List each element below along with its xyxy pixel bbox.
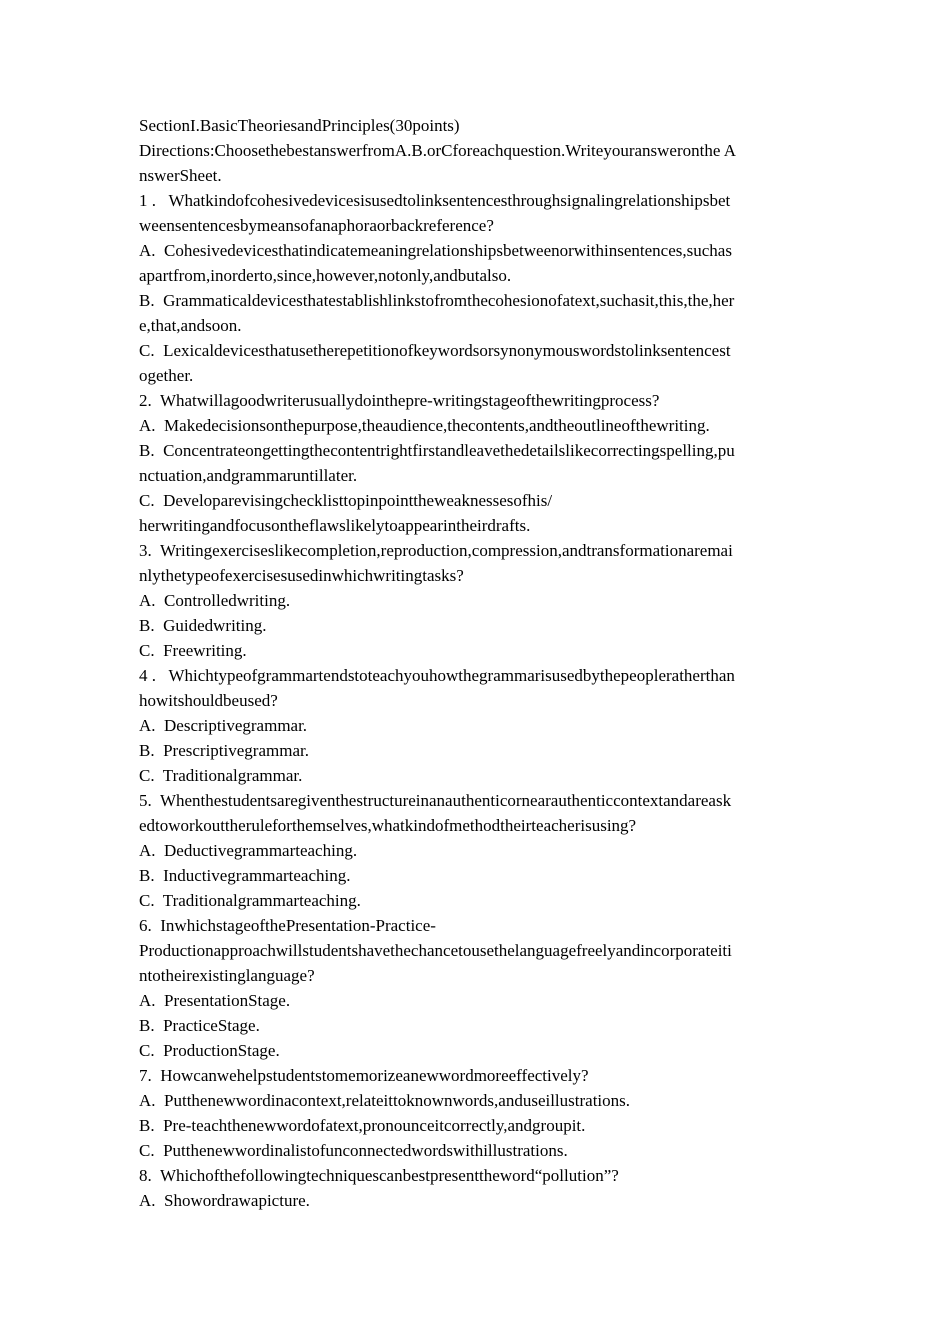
directions-line-1: Directions:ChoosethebestanswerfromA.B.orCforeachquestion.Writeyouransweronthe A: [139, 141, 736, 160]
question-5-option-a: A. Deductivegrammarteaching.: [139, 841, 358, 860]
question-5-line-2: edtoworkouttheruleforthemselves,whatkindofmethodtheirteacherisusing?: [139, 816, 637, 835]
question-1-option-b-line-2: e,that,andsoon.: [139, 316, 242, 335]
question-5-option-c: C. Traditionalgrammarteaching.: [139, 891, 361, 910]
question-4-option-c: C. Traditionalgrammar.: [139, 766, 303, 785]
question-2-option-a: A. Makedecisionsonthepurpose,theaudience,thecontents,andtheoutlineofthewriting.: [139, 416, 710, 435]
question-7-option-a: A. Putthenewwordinacontext,relateittoknownwords,anduseillustrations.: [139, 1091, 631, 1110]
question-7-option-c: C. Putthenewwordinalistofunconnectedwordswithillustrations.: [139, 1141, 568, 1160]
question-5-option-b: B. Inductivegrammarteaching.: [139, 866, 351, 885]
document-body: [139, 113, 815, 1213]
question-2-option-c-line-1: C. Developarevisingchecklisttopinpointtheweaknessesofhis/: [139, 491, 553, 510]
question-3-line-2: nlythetypeofexercisesusedinwhichwritingtasks?: [139, 566, 464, 585]
question-3-option-a: A. Controlledwriting.: [139, 591, 291, 610]
question-7-option-b: B. Pre-teachthenewwordofatext,pronounceitcorrectly,andgroupit.: [139, 1116, 586, 1135]
question-4-option-a: A. Descriptivegrammar.: [139, 716, 308, 735]
question-8: 8. Whichofthefollowingtechniquescanbestpresenttheword“pollution”?: [139, 1166, 619, 1185]
question-6-line-1: 6. InwhichstageofthePresentation-Practice-: [139, 916, 436, 935]
question-2-option-c-line-2: herwritingandfocusontheflawslikelytoappearintheirdrafts.: [139, 516, 531, 535]
question-2: 2. Whatwillagoodwriterusuallydointhepre-writingstageofthewritingprocess?: [139, 391, 660, 410]
question-2-option-b-line-1: B. Concentrateongettingthecontentrightfirstandleavethedetailslikecorrectingspelling,pu: [139, 441, 735, 460]
question-6-option-c: C. ProductionStage.: [139, 1041, 280, 1060]
question-3-option-c: C. Freewriting.: [139, 641, 247, 660]
question-3-option-b: B. Guidedwriting.: [139, 616, 267, 635]
question-6-option-a: A. PresentationStage.: [139, 991, 291, 1010]
question-8-option-a: A. Showordrawapicture.: [139, 1191, 310, 1210]
question-1-option-b-line-1: B. Grammaticaldevicesthatestablishlinkstofromthecohesionofatext,suchasit,this,the,her: [139, 291, 735, 310]
question-2-option-b-line-2: nctuation,andgrammaruntillater.: [139, 466, 358, 485]
question-1-line-1: 1 . Whatkindofcohesivedevicesisusedtolinksentencesthroughsignalingrelationshipsbet: [139, 191, 731, 210]
question-1-option-a-line-2: apartfrom,inorderto,since,however,notonly,andbutalso.: [139, 266, 512, 285]
question-1-option-c-line-1: C. Lexicaldevicesthatusetherepetitionofkeywordsorsynonymouswordstolinksentencest: [139, 341, 731, 360]
question-6-line-3: ntotheirexistinglanguage?: [139, 966, 315, 985]
question-5-line-1: 5. Whenthestudentsaregiventhestructureinanauthenticornearauthenticcontextandareask: [139, 791, 732, 810]
question-6-line-2: Productionapproachwillstudentshavethechancetousethelanguagefreelyandincorporateiti: [139, 941, 732, 960]
directions-line-2: nswerSheet.: [139, 166, 222, 185]
question-1-option-a-line-1: A. Cohesivedevicesthatindicatemeaningrelationshipsbetweenorwithinsentences,suchas: [139, 241, 732, 260]
question-4-option-b: B. Prescriptivegrammar.: [139, 741, 309, 760]
question-3-line-1: 3. Writingexerciseslikecompletion,reproduction,compression,andtransformationaremai: [139, 541, 733, 560]
question-1-option-c-line-2: ogether.: [139, 366, 194, 385]
question-7: 7. Howcanwehelpstudentstomemorizeanewwordmoreeffectively?: [139, 1066, 589, 1085]
section-title: SectionI.BasicTheoriesandPrinciples(30points): [139, 116, 460, 135]
question-6-option-b: B. PracticeStage.: [139, 1016, 260, 1035]
question-4-line-2: howitshouldbeused?: [139, 691, 278, 710]
question-4-line-1: 4 . Whichtypeofgrammartendstoteachyouhowthegrammarisusedbythepeopleratherthan: [139, 666, 735, 685]
question-1-line-2: weensentencesbymeansofanaphoraorbackreference?: [139, 216, 494, 235]
